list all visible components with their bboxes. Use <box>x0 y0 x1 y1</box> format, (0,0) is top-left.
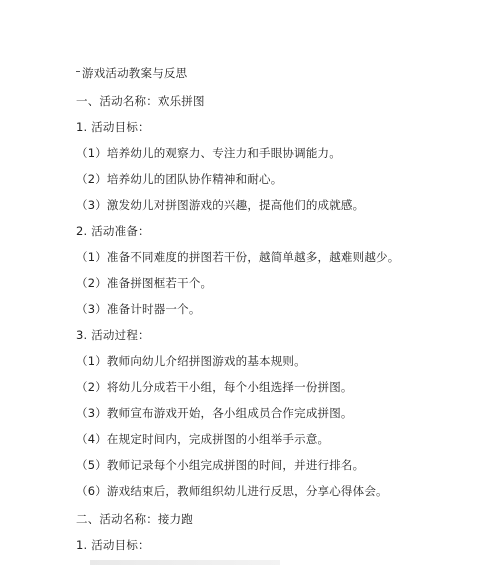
title-dash-mark <box>76 71 80 72</box>
list-item-goal-1: （1）培养幼儿的观察力、专注力和手眼协调能力。 <box>76 146 341 160</box>
subheading-preparation: 2. 活动准备： <box>76 224 150 238</box>
subheading-goals-1: 1. 活动目标： <box>76 120 150 134</box>
list-item-process-5: （5）教师记录每个小组完成拼图的时间，并进行排名。 <box>76 458 365 472</box>
list-item-process-3: （3）教师宣布游戏开始，各小组成员合作完成拼图。 <box>76 406 353 420</box>
list-item-process-2: （2）将幼儿分成若干小组，每个小组选择一份拼图。 <box>76 380 353 394</box>
list-item-goal-3: （3）激发幼儿对拼图游戏的兴趣，提高他们的成就感。 <box>76 198 365 212</box>
subheading-process: 3. 活动过程： <box>76 328 150 342</box>
document-title <box>76 65 187 81</box>
list-item-prep-3: （3）准备计时器一个。 <box>76 302 201 316</box>
list-item-goal-2: （2）培养幼儿的团队协作精神和耐心。 <box>76 172 283 186</box>
document-title-text: 游戏活动教案与反思 <box>82 66 188 80</box>
section-heading-2: 二、活动名称：接力跑 <box>76 512 193 526</box>
list-item-prep-2: （2）准备拼图框若干个。 <box>76 276 213 290</box>
cut-off-next-line <box>90 560 280 565</box>
list-item-process-1: （1）教师向幼儿介绍拼图游戏的基本规则。 <box>76 354 306 368</box>
subheading-goals-2: 1. 活动目标： <box>76 538 150 552</box>
list-item-process-6: （6）游戏结束后，教师组织幼儿进行反思，分享心得体会。 <box>76 484 388 498</box>
list-item-process-4: （4）在规定时间内，完成拼图的小组举手示意。 <box>76 432 330 446</box>
list-item-prep-1: （1）准备不同难度的拼图若干份，越简单越多，越难则越少。 <box>76 250 400 264</box>
section-heading-1: 一、活动名称：欢乐拼图 <box>76 94 205 108</box>
